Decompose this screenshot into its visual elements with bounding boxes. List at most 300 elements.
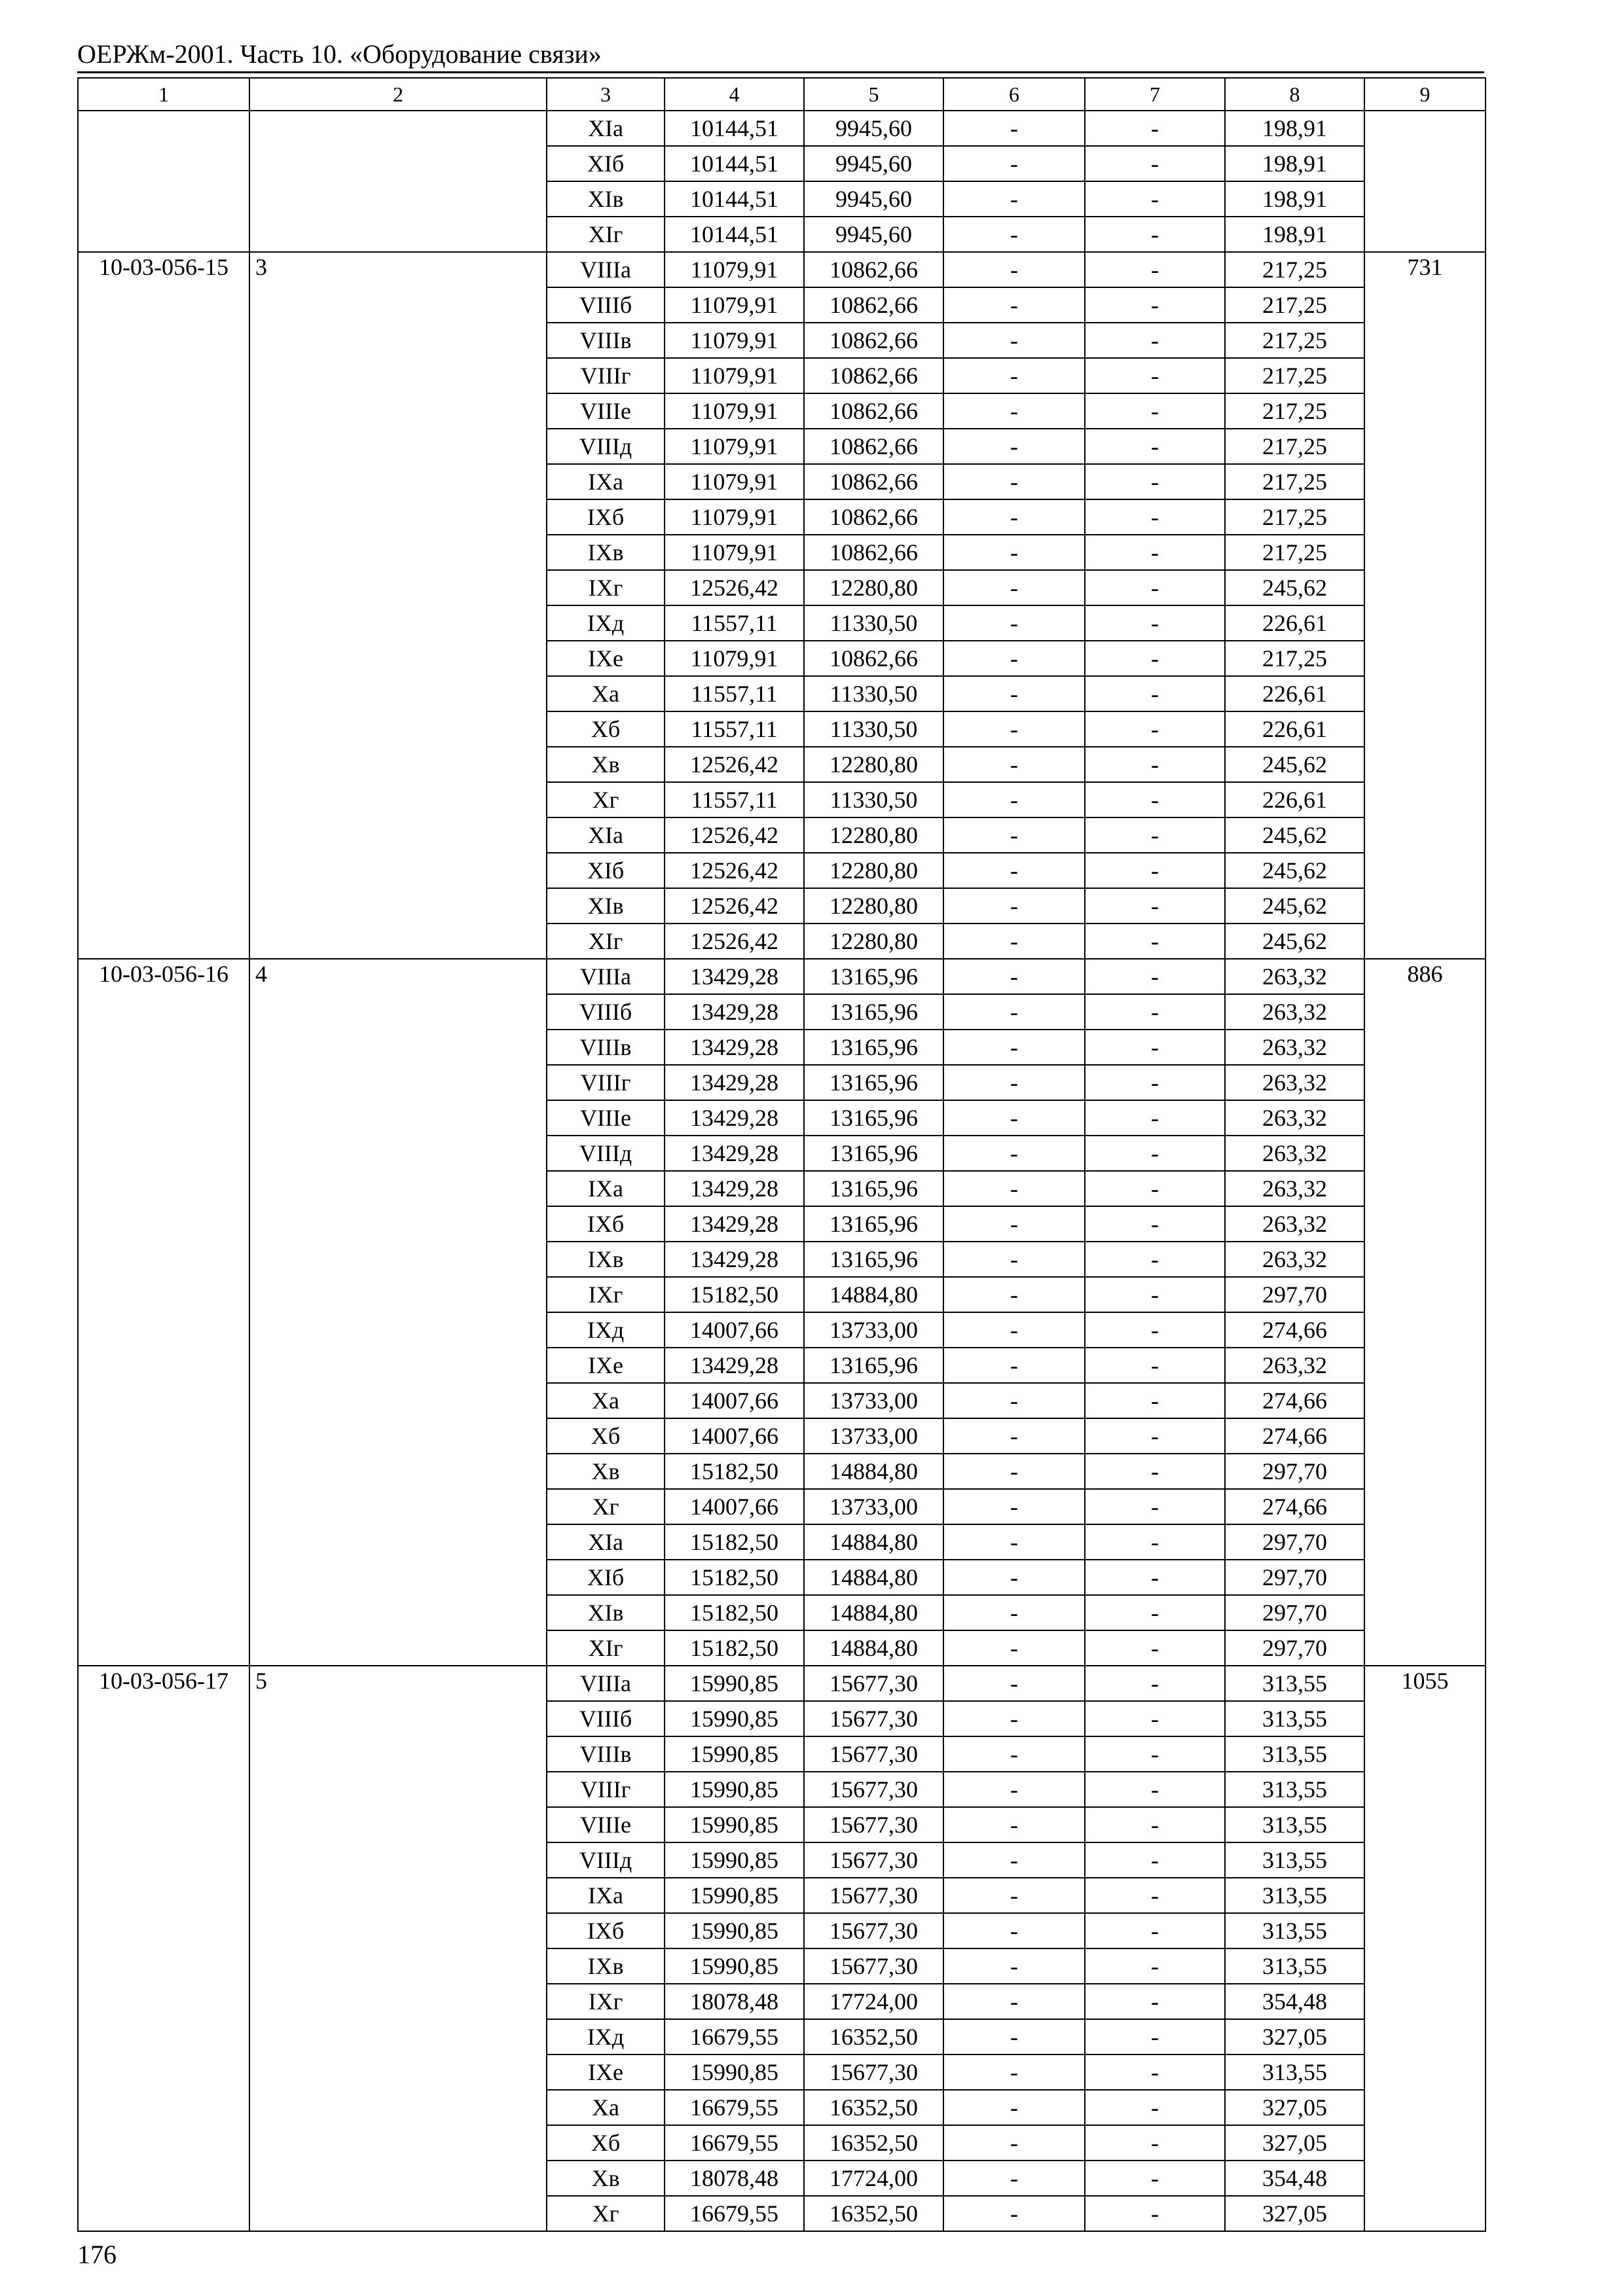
zone-cell: VIIIа (547, 959, 665, 994)
value-cell: 14007,66 (665, 1489, 804, 1524)
value-cell: 10862,66 (804, 429, 943, 464)
zone-cell: IXа (547, 1878, 665, 1913)
value-cell: - (1085, 817, 1225, 853)
value-cell: 297,70 (1225, 1454, 1364, 1489)
value-cell: - (943, 1772, 1085, 1807)
value-cell: - (943, 817, 1085, 853)
value-cell: - (1085, 217, 1225, 252)
value-cell: 13165,96 (804, 1242, 943, 1277)
value-cell: 16679,55 (665, 2196, 804, 2231)
value-cell: - (1085, 2125, 1225, 2161)
value-cell: - (943, 1065, 1085, 1100)
value-cell: - (943, 181, 1085, 217)
zone-cell: VIIIг (547, 1772, 665, 1807)
zone-cell: XIб (547, 1560, 665, 1595)
zone-cell: IXд (547, 605, 665, 641)
value-cell: 13165,96 (804, 959, 943, 994)
zone-cell: IXв (547, 1948, 665, 1984)
value-cell: 11330,50 (804, 782, 943, 817)
value-cell: 263,32 (1225, 1100, 1364, 1136)
header-rule (77, 71, 1484, 73)
value-cell: 245,62 (1225, 924, 1364, 959)
zone-cell: XIа (547, 1524, 665, 1560)
value-cell: 13429,28 (665, 1065, 804, 1100)
value-cell: 16679,55 (665, 2019, 804, 2054)
value-cell: - (943, 111, 1085, 146)
value-cell: 226,61 (1225, 605, 1364, 641)
value-cell: 263,32 (1225, 1242, 1364, 1277)
value-cell: - (1085, 2090, 1225, 2125)
value-cell: 217,25 (1225, 287, 1364, 323)
value-cell: - (1085, 711, 1225, 747)
value-cell: 217,25 (1225, 429, 1364, 464)
value-cell: 11557,11 (665, 782, 804, 817)
zone-cell: Xа (547, 676, 665, 711)
column-number: 2 (249, 78, 547, 111)
zone-cell: IXе (547, 641, 665, 676)
value-cell: 14007,66 (665, 1312, 804, 1348)
value-cell: - (943, 1418, 1085, 1454)
value-cell: - (943, 287, 1085, 323)
value-cell: 9945,60 (804, 111, 943, 146)
value-cell: 10862,66 (804, 535, 943, 570)
zone-cell: XIа (547, 111, 665, 146)
value-cell: 11330,50 (804, 711, 943, 747)
total-cell: 886 (1364, 959, 1486, 1666)
column-number: 5 (804, 78, 943, 111)
value-cell: - (1085, 1489, 1225, 1524)
zone-cell: VIIIв (547, 323, 665, 358)
value-cell: - (943, 1312, 1085, 1348)
item-code-cell: 10-03-056-16 (78, 959, 249, 1666)
value-cell: - (1085, 429, 1225, 464)
value-cell: - (1085, 323, 1225, 358)
value-cell: - (943, 1984, 1085, 2019)
value-cell: - (943, 1242, 1085, 1277)
value-cell: 245,62 (1225, 747, 1364, 782)
value-cell: 15677,30 (804, 1736, 943, 1772)
value-cell: 14007,66 (665, 1418, 804, 1454)
value-cell: 12526,42 (665, 924, 804, 959)
value-cell: 198,91 (1225, 111, 1364, 146)
zone-cell: VIIIд (547, 1136, 665, 1171)
value-cell: 313,55 (1225, 1842, 1364, 1878)
value-cell: 15677,30 (804, 1701, 943, 1736)
value-cell: 18078,48 (665, 2161, 804, 2196)
value-cell: 313,55 (1225, 1736, 1364, 1772)
value-cell: 354,48 (1225, 1984, 1364, 2019)
value-cell: 297,70 (1225, 1560, 1364, 1595)
value-cell: 13429,28 (665, 1100, 804, 1136)
value-cell: - (943, 1913, 1085, 1948)
zone-cell: VIIIб (547, 1701, 665, 1736)
value-cell: - (1085, 994, 1225, 1030)
value-cell: 13429,28 (665, 1171, 804, 1206)
zone-cell: VIIIе (547, 1807, 665, 1842)
value-cell: - (1085, 1418, 1225, 1454)
value-cell: - (943, 2090, 1085, 2125)
value-cell: 245,62 (1225, 570, 1364, 605)
item-description-cell: 5 (249, 1666, 547, 2231)
value-cell: 11557,11 (665, 605, 804, 641)
value-cell: - (1085, 853, 1225, 888)
value-cell: - (1085, 605, 1225, 641)
value-cell: - (943, 605, 1085, 641)
zone-cell: IXд (547, 2019, 665, 2054)
value-cell: - (1085, 181, 1225, 217)
value-cell: 11079,91 (665, 464, 804, 499)
value-cell: 198,91 (1225, 217, 1364, 252)
zone-cell: VIIIб (547, 994, 665, 1030)
value-cell: 226,61 (1225, 676, 1364, 711)
value-cell: 10862,66 (804, 393, 943, 429)
value-cell: - (1085, 2196, 1225, 2231)
value-cell: 263,32 (1225, 1030, 1364, 1065)
value-cell: 263,32 (1225, 1171, 1364, 1206)
value-cell: - (943, 2161, 1085, 2196)
value-cell: 327,05 (1225, 2090, 1364, 2125)
value-cell: - (943, 676, 1085, 711)
zone-cell: VIIIг (547, 358, 665, 393)
value-cell: 274,66 (1225, 1383, 1364, 1418)
zone-cell: IXв (547, 535, 665, 570)
value-cell: - (943, 1454, 1085, 1489)
value-cell: - (1085, 393, 1225, 429)
zone-cell: XIб (547, 146, 665, 181)
value-cell: - (943, 853, 1085, 888)
value-cell: 10862,66 (804, 499, 943, 535)
value-cell: - (943, 2196, 1085, 2231)
value-cell: 15990,85 (665, 1878, 804, 1913)
value-cell: 13165,96 (804, 1030, 943, 1065)
value-cell: 217,25 (1225, 535, 1364, 570)
value-cell: - (943, 2019, 1085, 2054)
value-cell: 245,62 (1225, 853, 1364, 888)
zone-cell: Xг (547, 1489, 665, 1524)
column-number: 9 (1364, 78, 1486, 111)
value-cell: - (1085, 1948, 1225, 1984)
item-code-cell: 10-03-056-17 (78, 1666, 249, 2231)
zone-cell: VIIIд (547, 429, 665, 464)
value-cell: 14884,80 (804, 1595, 943, 1630)
value-cell: - (943, 1100, 1085, 1136)
value-cell: - (1085, 1772, 1225, 1807)
value-cell: 226,61 (1225, 782, 1364, 817)
value-cell: 11330,50 (804, 676, 943, 711)
item-description-cell: 3 (249, 252, 547, 959)
value-cell: 13429,28 (665, 1030, 804, 1065)
zone-cell: IXг (547, 1984, 665, 2019)
zone-cell: Xг (547, 2196, 665, 2231)
value-cell: 12280,80 (804, 924, 943, 959)
value-cell: - (1085, 1630, 1225, 1666)
value-cell: 313,55 (1225, 1701, 1364, 1736)
zone-cell: VIIIг (547, 1065, 665, 1100)
zone-cell: XIб (547, 853, 665, 888)
value-cell: - (1085, 1030, 1225, 1065)
column-number: 3 (547, 78, 665, 111)
value-cell: 10862,66 (804, 358, 943, 393)
table-row (78, 111, 1486, 146)
value-cell: 245,62 (1225, 888, 1364, 924)
value-cell: - (943, 429, 1085, 464)
value-cell: 11330,50 (804, 605, 943, 641)
value-cell: - (943, 252, 1085, 287)
table-row (78, 959, 1486, 994)
value-cell: - (943, 1842, 1085, 1878)
value-cell: 12526,42 (665, 570, 804, 605)
value-cell: - (1085, 252, 1225, 287)
value-cell: 327,05 (1225, 2196, 1364, 2231)
value-cell: - (943, 1878, 1085, 1913)
value-cell: - (943, 1171, 1085, 1206)
value-cell: 11079,91 (665, 393, 804, 429)
value-cell: 198,91 (1225, 146, 1364, 181)
value-cell: 12280,80 (804, 570, 943, 605)
zone-cell: IXб (547, 1206, 665, 1242)
value-cell: - (943, 1524, 1085, 1560)
zone-cell: VIIIв (547, 1030, 665, 1065)
zone-cell: Xв (547, 1454, 665, 1489)
value-cell: - (1085, 535, 1225, 570)
value-cell: - (1085, 1842, 1225, 1878)
value-cell: 18078,48 (665, 1984, 804, 2019)
value-cell: - (943, 747, 1085, 782)
zone-cell: VIIIе (547, 1100, 665, 1136)
value-cell: 15677,30 (804, 1666, 943, 1701)
value-cell: - (943, 1736, 1085, 1772)
value-cell: - (943, 217, 1085, 252)
value-cell: 11079,91 (665, 499, 804, 535)
column-number: 6 (943, 78, 1085, 111)
zone-cell: Xа (547, 2090, 665, 2125)
value-cell: - (1085, 1701, 1225, 1736)
zone-cell: VIIIб (547, 287, 665, 323)
value-cell: - (1085, 1878, 1225, 1913)
value-cell: 263,32 (1225, 1206, 1364, 1242)
value-cell: - (943, 1560, 1085, 1595)
value-cell: 15990,85 (665, 1772, 804, 1807)
value-cell: 13429,28 (665, 1242, 804, 1277)
value-cell: - (1085, 1666, 1225, 1701)
value-cell: - (943, 959, 1085, 994)
column-number: 4 (665, 78, 804, 111)
value-cell: - (1085, 146, 1225, 181)
value-cell: 297,70 (1225, 1630, 1364, 1666)
value-cell: - (943, 1277, 1085, 1312)
value-cell: 13429,28 (665, 1348, 804, 1383)
table-body (78, 78, 1486, 2231)
value-cell: 313,55 (1225, 1666, 1364, 1701)
value-cell: - (943, 499, 1085, 535)
value-cell: - (943, 358, 1085, 393)
value-cell: 14007,66 (665, 1383, 804, 1418)
value-cell: - (1085, 888, 1225, 924)
value-cell: 10862,66 (804, 641, 943, 676)
value-cell: - (1085, 1242, 1225, 1277)
zone-cell: VIIIд (547, 1842, 665, 1878)
value-cell: 12280,80 (804, 817, 943, 853)
value-cell: 354,48 (1225, 2161, 1364, 2196)
value-cell: - (1085, 464, 1225, 499)
zone-cell: XIв (547, 1595, 665, 1630)
value-cell: 13429,28 (665, 959, 804, 994)
total-cell: 731 (1364, 252, 1486, 959)
value-cell: 15182,50 (665, 1560, 804, 1595)
value-cell: 15990,85 (665, 1948, 804, 1984)
zone-cell: IXе (547, 2054, 665, 2090)
value-cell: 10862,66 (804, 252, 943, 287)
value-cell: 313,55 (1225, 1878, 1364, 1913)
rates-table (77, 77, 1486, 2232)
value-cell: - (943, 888, 1085, 924)
value-cell: 274,66 (1225, 1312, 1364, 1348)
value-cell: 13165,96 (804, 1348, 943, 1383)
value-cell: 16352,50 (804, 2090, 943, 2125)
zone-cell: IXв (547, 1242, 665, 1277)
zone-cell: IXг (547, 1277, 665, 1312)
value-cell: 12526,42 (665, 853, 804, 888)
value-cell: - (1085, 499, 1225, 535)
value-cell: 274,66 (1225, 1489, 1364, 1524)
value-cell: 14884,80 (804, 1630, 943, 1666)
value-cell: - (1085, 1171, 1225, 1206)
value-cell: - (1085, 1454, 1225, 1489)
value-cell: 13165,96 (804, 1171, 943, 1206)
value-cell: 17724,00 (804, 2161, 943, 2196)
value-cell: 13165,96 (804, 1100, 943, 1136)
value-cell: - (1085, 1560, 1225, 1595)
value-cell: 327,05 (1225, 2125, 1364, 2161)
page-number: 176 (77, 2240, 117, 2269)
value-cell: 10144,51 (665, 146, 804, 181)
value-cell: 263,32 (1225, 1065, 1364, 1100)
value-cell: 12280,80 (804, 888, 943, 924)
zone-cell: VIIIе (547, 393, 665, 429)
value-cell: - (1085, 570, 1225, 605)
value-cell: - (1085, 358, 1225, 393)
value-cell: 297,70 (1225, 1277, 1364, 1312)
value-cell: - (943, 782, 1085, 817)
value-cell: - (1085, 1348, 1225, 1383)
value-cell: - (1085, 2019, 1225, 2054)
value-cell: - (943, 535, 1085, 570)
value-cell: 15677,30 (804, 1878, 943, 1913)
value-cell: 297,70 (1225, 1595, 1364, 1630)
value-cell: 11079,91 (665, 252, 804, 287)
value-cell: - (943, 1489, 1085, 1524)
value-cell: 11079,91 (665, 323, 804, 358)
zone-cell: Xб (547, 1418, 665, 1454)
value-cell: - (943, 1701, 1085, 1736)
table-row (78, 252, 1486, 287)
zone-cell: IXе (547, 1348, 665, 1383)
zone-cell: Xб (547, 711, 665, 747)
value-cell: - (1085, 1136, 1225, 1171)
value-cell: 313,55 (1225, 1913, 1364, 1948)
value-cell: - (1085, 782, 1225, 817)
value-cell: 13165,96 (804, 1206, 943, 1242)
column-number-row (78, 78, 1486, 111)
table-row (78, 1666, 1486, 1701)
value-cell: 313,55 (1225, 1772, 1364, 1807)
zone-cell: XIг (547, 1630, 665, 1666)
zone-cell: IXа (547, 1171, 665, 1206)
value-cell: 15677,30 (804, 1842, 943, 1878)
value-cell: - (943, 393, 1085, 429)
value-cell: 16352,50 (804, 2196, 943, 2231)
value-cell: 15677,30 (804, 1913, 943, 1948)
value-cell: 13165,96 (804, 994, 943, 1030)
value-cell: 16352,50 (804, 2125, 943, 2161)
value-cell: 16679,55 (665, 2125, 804, 2161)
value-cell: 10862,66 (804, 464, 943, 499)
column-number: 7 (1085, 78, 1225, 111)
value-cell: - (943, 641, 1085, 676)
value-cell: - (1085, 676, 1225, 711)
value-cell: 217,25 (1225, 323, 1364, 358)
zone-cell: VIIIв (547, 1736, 665, 1772)
value-cell: - (943, 1348, 1085, 1383)
value-cell: - (943, 994, 1085, 1030)
value-cell: - (1085, 1524, 1225, 1560)
value-cell: 12280,80 (804, 853, 943, 888)
total-cell: 1055 (1364, 1666, 1486, 2231)
value-cell: - (1085, 1807, 1225, 1842)
value-cell: - (943, 2125, 1085, 2161)
value-cell: 13733,00 (804, 1418, 943, 1454)
value-cell: 15990,85 (665, 1701, 804, 1736)
value-cell: - (943, 1666, 1085, 1701)
value-cell: - (943, 1630, 1085, 1666)
value-cell: 198,91 (1225, 181, 1364, 217)
value-cell: 11079,91 (665, 358, 804, 393)
value-cell: 13429,28 (665, 994, 804, 1030)
value-cell: - (1085, 747, 1225, 782)
value-cell: 13165,96 (804, 1136, 943, 1171)
item-description-cell (249, 111, 547, 252)
zone-cell: VIIIа (547, 1666, 665, 1701)
value-cell: 17724,00 (804, 1984, 943, 2019)
value-cell: 13733,00 (804, 1489, 943, 1524)
value-cell: 313,55 (1225, 1948, 1364, 1984)
zone-cell: Xг (547, 782, 665, 817)
value-cell: 14884,80 (804, 1454, 943, 1489)
value-cell: - (1085, 2161, 1225, 2196)
value-cell: - (943, 1030, 1085, 1065)
value-cell: 15990,85 (665, 1736, 804, 1772)
value-cell: - (943, 1383, 1085, 1418)
value-cell: - (1085, 1312, 1225, 1348)
value-cell: 217,25 (1225, 252, 1364, 287)
value-cell: 10144,51 (665, 111, 804, 146)
value-cell: 11079,91 (665, 641, 804, 676)
value-cell: - (943, 1948, 1085, 1984)
value-cell: - (1085, 287, 1225, 323)
value-cell: 9945,60 (804, 146, 943, 181)
item-code-cell: 10-03-056-15 (78, 252, 249, 959)
value-cell: - (1085, 1984, 1225, 2019)
value-cell: 10144,51 (665, 217, 804, 252)
value-cell: 15182,50 (665, 1454, 804, 1489)
value-cell: 16679,55 (665, 2090, 804, 2125)
value-cell: - (943, 464, 1085, 499)
value-cell: 15990,85 (665, 1842, 804, 1878)
value-cell: - (1085, 1100, 1225, 1136)
value-cell: - (1085, 1206, 1225, 1242)
value-cell: - (1085, 111, 1225, 146)
value-cell: 217,25 (1225, 499, 1364, 535)
